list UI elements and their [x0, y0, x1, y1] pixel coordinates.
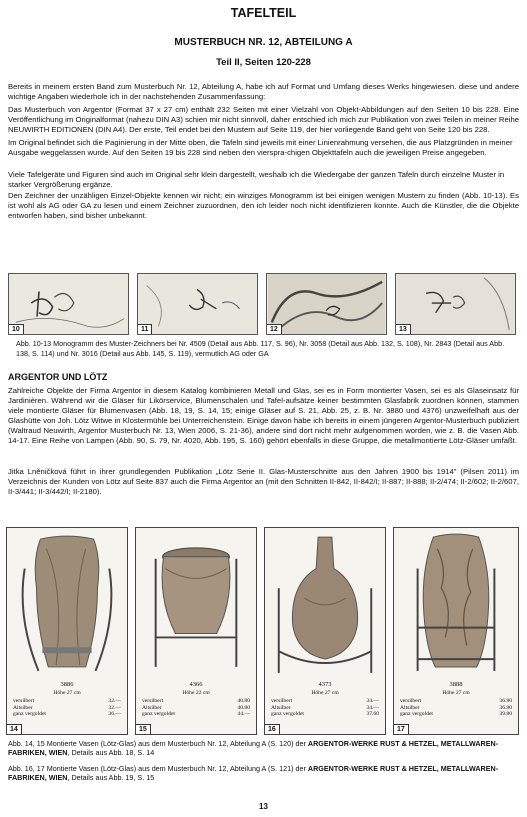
figure-caption-14-15 — [8, 739, 519, 758]
vase-plate — [135, 527, 257, 735]
price-value: 36.80 — [499, 698, 512, 704]
finish-label: Altsilber — [400, 704, 420, 711]
figure-number: 10 — [9, 324, 24, 334]
finish-label: versilbert — [400, 698, 422, 704]
monogram-detail-image — [8, 273, 129, 335]
intro-paragraph-5: Den Zeichner der unzähligen Einzel-Objekte kennen wir nicht; ein winziges Monogramm ist bei einigen wenigen Mustern zu finden (Abb. 10-13). Es ist wohl als AG oder GA zu lesen und einem Zeichner zuzuordnen, den ich leider noch nicht identifizieren konnte. Auch die Künstler, die die Objekte entworfen haben, sind bisher unbekannt. — [8, 191, 519, 221]
figure-number: 14 — [7, 724, 22, 734]
intro-paragraph-3: Im Original befindet sich die Paginierung in der Mitte oben, die Tafeln sind jeweils mit einer Linienrahmung versehen, die aus Platzgründen in meiner Ausgabe weggelassen wurde. Auf den Seiten 19 bis 228 sind neben den vierspra-chigen Objekttafeln auch die jeweiligen Preise angegeben. — [8, 138, 513, 158]
price-row — [271, 698, 379, 705]
price-value: 36.80 — [499, 704, 512, 711]
intro-paragraph-4: Viele Tafelgeräte und Figuren sind auch im Original sehr klein dargestellt, weshalb ich die Wiedergabe der ganzen Tafeln durch einzelne Muster in starker Vergrößerung ergänze. — [8, 170, 505, 190]
price-value: 34.— — [366, 704, 379, 711]
section-heading: ARGENTOR UND LÖTZ — [8, 372, 108, 382]
model-number: 3886 — [60, 681, 74, 688]
finish-label: versilbert — [142, 698, 164, 704]
page-number: 13 — [259, 802, 268, 811]
price-row — [400, 698, 512, 705]
figure-number: 12 — [267, 324, 282, 334]
figure-number: 13 — [396, 324, 411, 334]
price-value: 34.— — [366, 698, 379, 704]
vase-illustration — [394, 528, 518, 678]
price-value: 39.80 — [499, 711, 512, 718]
monogram-drawing — [267, 274, 386, 334]
caption-company: ARGENTOR-WERKE RUST & HETZEL, METALLWAREN-FABRIKEN, WIEN — [8, 739, 499, 758]
monogram-drawing — [396, 274, 515, 334]
finish-label: ganz vergoldet — [13, 711, 46, 718]
price-row — [271, 711, 379, 718]
price-value: 37.60 — [366, 711, 379, 718]
vase-height: Höhe 27 cm — [311, 690, 339, 696]
vase-plate — [264, 527, 386, 735]
price-row — [13, 711, 121, 718]
finish-label: ganz vergoldet — [400, 711, 433, 718]
model-number: 4373 — [318, 681, 332, 688]
finish-label: Altsilber — [271, 704, 291, 711]
price-value: 40.80 — [237, 698, 250, 704]
price-value: 32.— — [108, 698, 121, 704]
monogram-drawing — [138, 274, 257, 334]
monogram-caption: Abb. 10-13 Monogramm des Muster-Zeichners bei Nr. 4509 (Detail aus Abb. 117, S. 96), Nr. 3058 (Detail aus Abb. 132, S. 108), Nr. 2843 (Detail aus Abb. 138, S. 114) und Nr. 3016 (Detail aus Abb. 145, S. 119), vermutlich AG oder GA — [16, 339, 505, 358]
price-value: 36.— — [108, 711, 121, 718]
vase-illustration — [265, 528, 385, 678]
figure-number: 15 — [136, 724, 151, 734]
price-value: 40.80 — [237, 704, 250, 711]
vase-illustration — [7, 528, 127, 678]
intro-paragraph-1: Bereits in meinem ersten Band zum Musterbuch Nr. 12, Abteilung A, habe ich auf Format und Umfang dieses Werks hingewiesen. diese und andere wichtige Angaben wiederhole ich in der nachstehenden Zusammenfassung: — [8, 82, 519, 102]
section-paragraph-1: Zahlreiche Objekte der Firma Argentor in diesem Katalog kombinieren Metall und Glas, sei es in Form montierter Vasen, sei es als Glaseinsatz für Jardinièren. Während wir die Gläser für Likörservice, Blumenschalen und Tafel-aufsätze keiner bestimmten Glasfabrik zuordnen können, stammen viele montierte Gläser für Blumenvasen (Abb. 18, 19, S. 14, 15; einige Gläser auf S. 21, Abb. 25, z. B. Nr. 3880 und 4376) unzweifelhaft aus der Glashütte von Joh. Lötz Witwe in Klostermühle bei Unterreichenstein. Einige davon habe ich bereits in einem jüngeren Argentor-Musterbuch publiziert (Waltraud Neuwirth, Argentor Musterbuch Nr. 13, Wien 2006, S. 21-36), andere sind dort nicht mehr aufgenommen worden, wie z. B. die Vasen Abb. 14-17. Eine Reihe von Lampen (Abb. 90, S. 79, Nr. 4020, Abb. 195, S. 160) gehört ebenfalls in diese Gruppe, die metallmontierte Lötz-Gläser umfaßt. — [8, 386, 519, 446]
vase-height: Höhe 22 cm — [182, 690, 210, 696]
vase-illustration — [136, 528, 256, 678]
figure-caption-16-17 — [8, 764, 519, 783]
price-list — [400, 698, 512, 718]
model-number: 4366 — [189, 681, 203, 688]
price-value: 44.— — [237, 711, 250, 718]
price-row — [400, 705, 512, 712]
vase-height: Höhe 27 cm — [442, 690, 470, 696]
price-list — [271, 698, 379, 718]
monogram-detail-image — [395, 273, 516, 335]
price-row — [142, 711, 250, 718]
price-list — [13, 698, 121, 718]
figure-number: 16 — [265, 724, 280, 734]
monogram-drawing — [9, 274, 128, 334]
model-number: 3888 — [449, 681, 463, 688]
price-row — [400, 711, 512, 718]
caption-text: , Details aus Abb. 19, S. 15 — [67, 773, 155, 783]
price-row — [142, 698, 250, 705]
monogram-detail-image — [137, 273, 258, 335]
price-row — [13, 705, 121, 712]
price-row — [142, 705, 250, 712]
finish-label: ganz vergoldet — [271, 711, 304, 718]
caption-text: Abb. 14, 15 Montierte Vasen (Lötz-Glas) aus dem Musterbuch Nr. 12, Abteilung A (S. 120) der — [8, 739, 308, 748]
vase-plate — [6, 527, 128, 735]
finish-label: versilbert — [271, 698, 293, 704]
caption-text: Abb. 16, 17 Montierte Vasen (Lötz-Glas) aus dem Musterbuch Nr. 12, Abteilung A (S. 121) der — [8, 764, 308, 773]
finish-label: ganz vergoldet — [142, 711, 175, 718]
finish-label: Altsilber — [142, 704, 162, 711]
section-title: TAFELTEIL — [230, 6, 297, 20]
vase-plate — [393, 527, 519, 735]
part-title: Teil II, Seiten 120-228 — [216, 57, 311, 68]
section-paragraph-2: Jitka Lněničková führt in ihrer grundlegenden Publikation „Lötz Serie II. Glas-Musterschnitte aus den Jahren 1900 bis 1914" (Pilsen 2011) im Verzeichnis der Kunden von Lötz auf Seite 837 auch die Firma Argentor an (mit den Schnitten II-842, II-842/I; II-887; II-888; II-2/474; II-2/602; II-2/607, II-3/441; II-3/442/I; II-2180). — [8, 467, 519, 497]
caption-text: , Details aus Abb. 18, S. 14 — [67, 748, 155, 758]
figure-number: 11 — [138, 324, 152, 334]
figure-number: 17 — [394, 724, 409, 734]
price-value: 32.— — [108, 704, 121, 711]
vase-height: Höhe 27 cm — [53, 690, 81, 696]
price-list — [142, 698, 250, 718]
price-row — [271, 705, 379, 712]
caption-company: ARGENTOR-WERKE RUST & HETZEL, METALLWAREN-FABRIKEN, WIEN — [8, 764, 499, 783]
book-title: MUSTERBUCH NR. 12, ABTEILUNG A — [174, 37, 353, 48]
price-row — [13, 698, 121, 705]
finish-label: Altsilber — [13, 704, 33, 711]
finish-label: versilbert — [13, 698, 35, 704]
intro-paragraph-2: Das Musterbuch von Argentor (Format 37 x 27 cm) enthält 232 Seiten mit einer Vielzahl von Objekt-Abbildungen auf den Seiten 10 bis 228. Eine Veröffentlichung im Originalformat (nahezu DIN A3) schien mir nicht sinnvoll, daher entschied ich mich zur Publikation von zwei Teilen in meiner Reihe NEUWIRTH EDITIONEN (DIN A4). Der erste, Teil endet bei den Mustern auf Seite 119, der hier vorliegende Band geht von Seite 120 bis 228. — [8, 105, 519, 135]
monogram-detail-image — [266, 273, 387, 335]
